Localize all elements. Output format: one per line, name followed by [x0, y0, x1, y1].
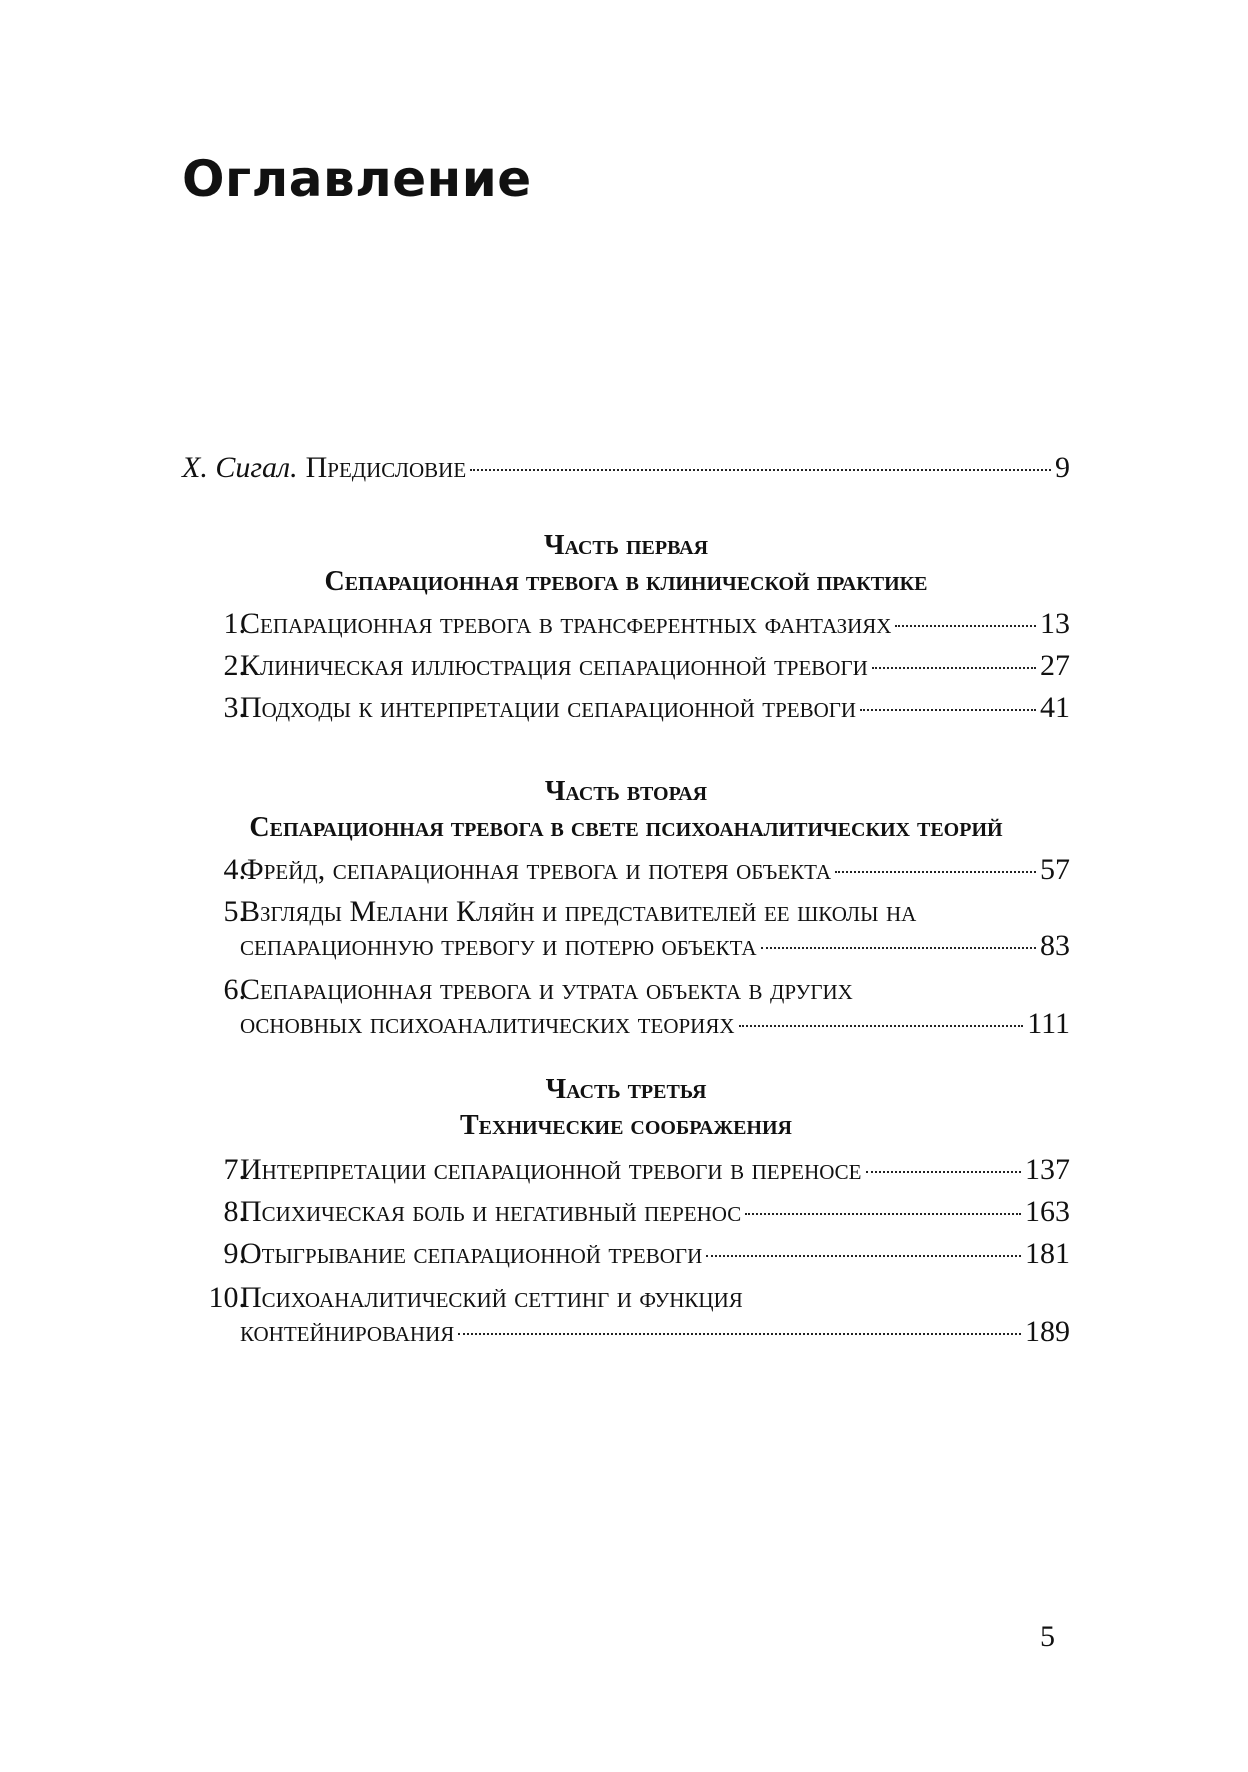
chapter-number: 1.	[223, 607, 246, 640]
chapter-number: 2.	[223, 649, 246, 682]
chapter-number: 7.	[223, 1153, 246, 1186]
chapter-title: Интерпретации сепарационной тревоги в переносе	[240, 1153, 862, 1186]
dot-leader	[895, 625, 1036, 627]
dot-leader	[745, 1213, 1021, 1215]
chapter-title: Сепарационная тревога и утрата объекта в других	[240, 973, 853, 1006]
toc-entry[interactable]	[182, 850, 1070, 890]
chapter-number: 4.	[223, 853, 246, 886]
chapter-number: 8.	[223, 1195, 246, 1228]
dot-leader	[860, 709, 1036, 711]
page-number: 57	[1040, 853, 1070, 886]
chapter-number: 3.	[223, 691, 246, 724]
chapter-title: Отыгрывание сепарационной тревоги	[240, 1237, 703, 1270]
dot-leader	[866, 1171, 1021, 1173]
chapter-title-continued: основных психоаналитических теориях	[240, 1007, 735, 1040]
page-number: 83	[1040, 929, 1070, 962]
page-title: Оглавление	[182, 150, 532, 208]
dot-leader	[872, 667, 1036, 669]
preface-title: Предисловие	[305, 451, 467, 484]
toc-entry[interactable]	[182, 1234, 1070, 1274]
page-number: 111	[1027, 1007, 1070, 1040]
toc-entry[interactable]	[182, 1192, 1070, 1232]
chapter-title-continued: сепарационную тревогу и потерю объекта	[240, 929, 757, 962]
chapter-title-continued: контейнирования	[240, 1315, 455, 1348]
toc-entry[interactable]	[182, 604, 1070, 644]
chapter-title: Психическая боль и негативный перенос	[240, 1195, 742, 1228]
toc-entry-continuation[interactable]	[182, 1004, 1070, 1044]
chapter-title: Клиническая иллюстрация сепарационной тревоги	[240, 649, 868, 682]
chapter-title: Фрейд, сепарационная тревога и потеря объекта	[240, 853, 832, 886]
chapter-number: 10.	[208, 1281, 246, 1314]
page-number: 137	[1025, 1153, 1070, 1186]
toc-entry-continuation[interactable]	[182, 926, 1070, 966]
part-label: Часть вторая	[544, 776, 708, 807]
toc-entry[interactable]	[182, 646, 1070, 686]
page-number: 27	[1040, 649, 1070, 682]
chapter-title: Взгляды Мелани Кляйн и представителей ее школы на	[240, 895, 917, 928]
page-folio: 5	[1040, 1620, 1055, 1653]
page-number: 9	[1055, 451, 1070, 484]
chapter-title: Подходы к интерпретации сепарационной тревоги	[240, 691, 857, 724]
dot-leader	[706, 1255, 1021, 1257]
chapter-number: 9.	[223, 1237, 246, 1270]
part-title: Сепарационная тревога в клинической практике	[324, 566, 928, 597]
dot-leader	[458, 1333, 1021, 1335]
toc-entry[interactable]	[182, 688, 1070, 728]
part-label: Часть третья	[545, 1074, 707, 1105]
part-label: Часть первая	[543, 530, 709, 561]
dot-leader	[470, 469, 1051, 471]
chapter-title: Психоаналитический сеттинг и функция	[240, 1281, 743, 1314]
page-number: 13	[1040, 607, 1070, 640]
toc-entry-continuation[interactable]	[182, 1312, 1070, 1352]
page-number: 163	[1025, 1195, 1070, 1228]
dot-leader	[739, 1025, 1024, 1027]
part-title: Сепарационная тревога в свете психоаналитических теорий	[249, 812, 1003, 843]
page-number: 189	[1025, 1315, 1070, 1348]
chapter-title: Сепарационная тревога в трансферентных фантазиях	[240, 607, 892, 640]
chapter-number: 6.	[223, 973, 246, 1006]
page-number: 181	[1025, 1237, 1070, 1270]
preface-author: Х. Сигал.	[182, 451, 298, 484]
toc-entry[interactable]	[182, 1150, 1070, 1190]
chapter-number: 5.	[223, 895, 246, 928]
part-title: Технические соображения	[460, 1110, 792, 1141]
dot-leader	[761, 947, 1036, 949]
dot-leader	[835, 871, 1036, 873]
page-number: 41	[1040, 691, 1070, 724]
toc-entry-preface[interactable]	[182, 448, 1070, 488]
